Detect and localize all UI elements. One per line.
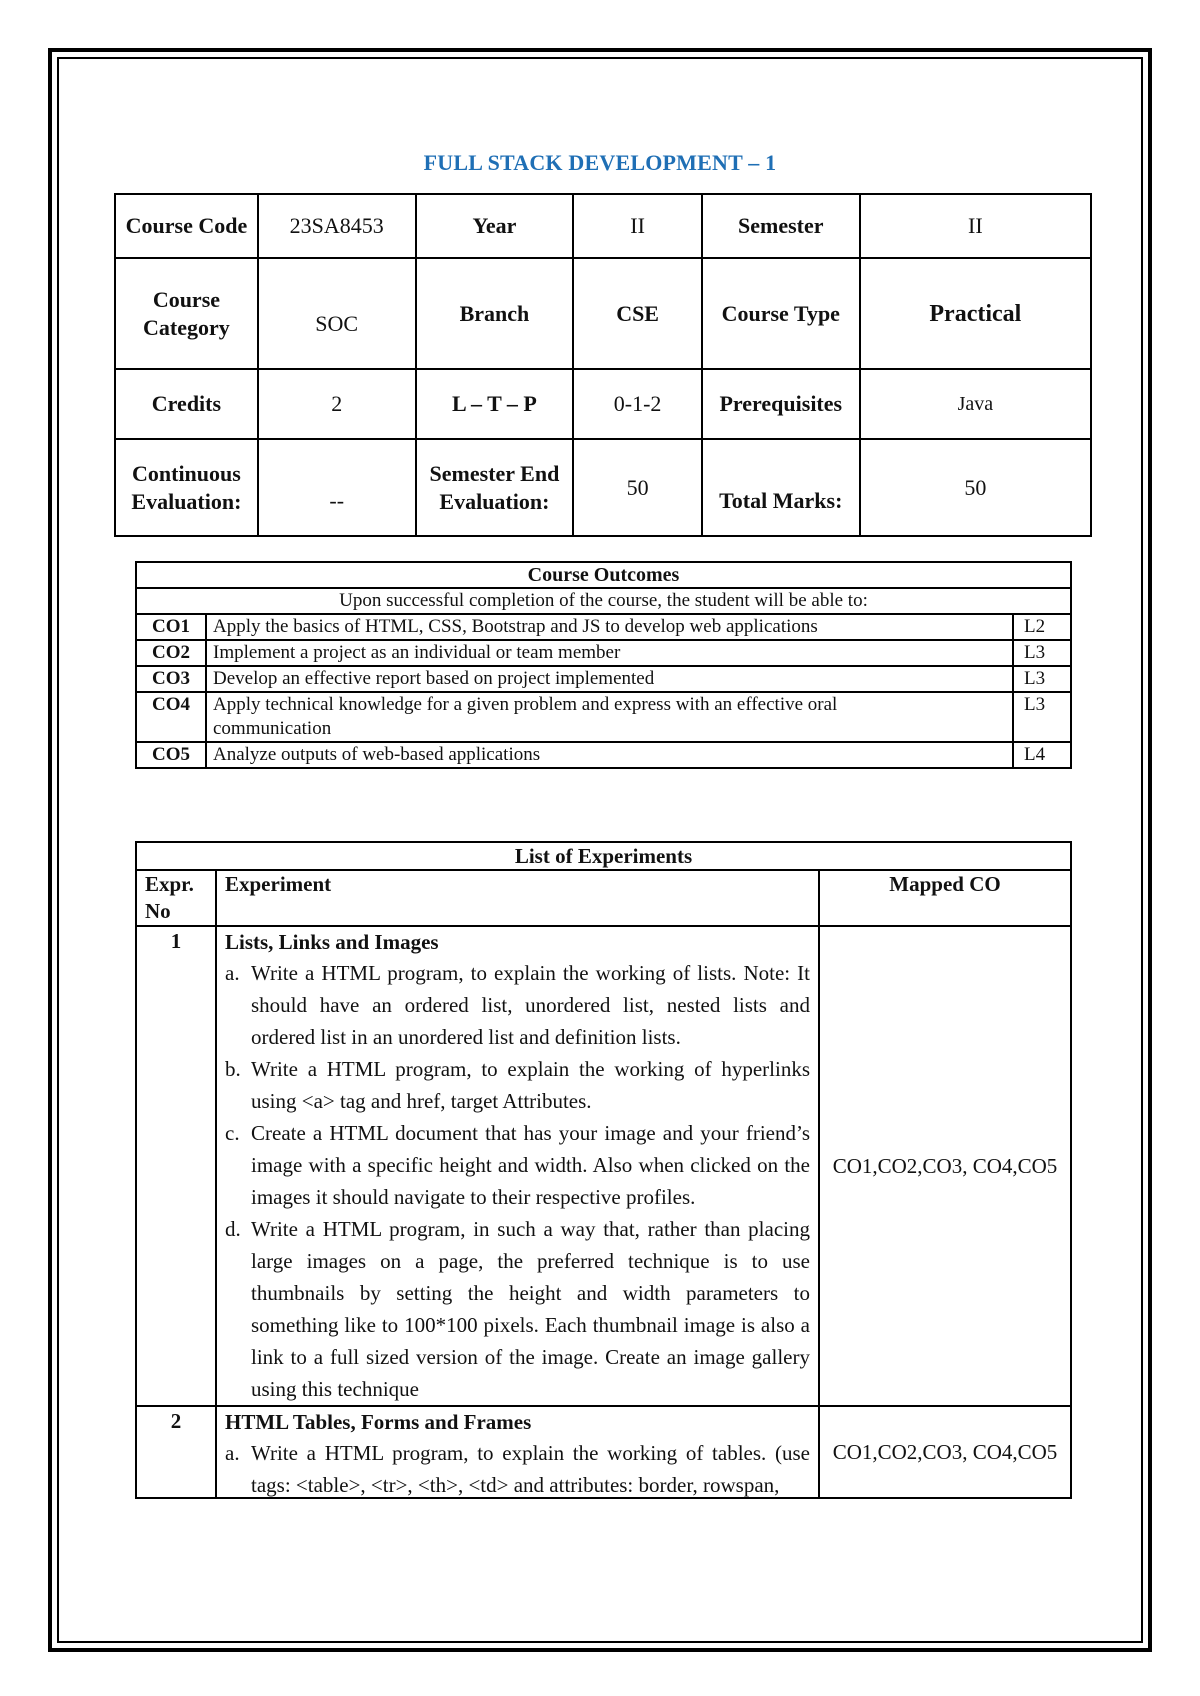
table-row (136, 1406, 1071, 1498)
branch-value: CSE (573, 258, 702, 369)
prerequisites-value: Java (860, 369, 1091, 439)
experiment-item (225, 1437, 810, 1497)
item-text: Write a HTML program, in such a way that, rather than placing large images on a page, the preferred technique is to use thumbnails by setting the height and width parameters to something like to 100*100 pixels. Each thumbnail image is also a link to a full sized version of the image. Create an image gallery using this technique (251, 1217, 810, 1401)
continuous-evaluation-label: Continuous Evaluation: (115, 439, 258, 536)
document-title: FULL STACK DEVELOPMENT – 1 (423, 150, 777, 175)
outcome-text: Implement a project as an individual or team member (206, 640, 1013, 666)
experiment-cell (216, 926, 819, 1406)
table-row (115, 258, 1091, 369)
mapped-co: CO1,CO2,CO3, CO4,CO5 (819, 926, 1071, 1406)
table-row (136, 742, 1071, 768)
outcomes-intro: Upon successful completion of the course, the student will be able to: (136, 588, 1071, 614)
table-row (136, 666, 1071, 692)
outcome-level: L3 (1013, 666, 1071, 692)
outcome-code: CO2 (136, 640, 206, 666)
item-label: b. (225, 1057, 241, 1081)
mapped-co: CO1,CO2,CO3, CO4,CO5 (819, 1406, 1071, 1498)
table-row (136, 842, 1071, 870)
experiment-title: Lists, Links and Images (225, 930, 439, 954)
ltp-label: L – T – P (416, 369, 574, 439)
experiment-item (225, 1213, 810, 1405)
outcome-code: CO1 (136, 614, 206, 640)
course-code-label: Course Code (115, 194, 258, 258)
item-label: a. (225, 1441, 240, 1465)
experiment-item (225, 957, 810, 1053)
continuous-evaluation-value: -- (258, 439, 416, 536)
outcome-code: CO4 (136, 692, 206, 742)
outcomes-heading: Course Outcomes (136, 562, 1071, 588)
course-type-value: Practical (860, 258, 1091, 369)
outcome-level: L2 (1013, 614, 1071, 640)
table-row (136, 562, 1071, 588)
outcome-text: Develop an effective report based on project implemented (206, 666, 1013, 692)
outcome-text: Analyze outputs of web-based applications (206, 742, 1013, 768)
ltp-value: 0-1-2 (573, 369, 702, 439)
item-label: a. (225, 961, 240, 985)
table-row (136, 588, 1071, 614)
credits-value: 2 (258, 369, 416, 439)
semester-end-evaluation-label: Semester End Evaluation: (416, 439, 574, 536)
outcome-level: L3 (1013, 640, 1071, 666)
column-header-experiment: Experiment (216, 870, 819, 926)
outcome-level: L3 (1013, 692, 1071, 742)
outcome-level: L4 (1013, 742, 1071, 768)
course-category-value: SOC (258, 258, 416, 369)
experiments-table (135, 841, 1072, 1499)
course-code-value: 23SA8453 (258, 194, 416, 258)
credits-label: Credits (115, 369, 258, 439)
semester-label: Semester (702, 194, 860, 258)
table-row (115, 369, 1091, 439)
outcome-code: CO5 (136, 742, 206, 768)
table-row (115, 439, 1091, 536)
prerequisites-label: Prerequisites (702, 369, 860, 439)
table-row (136, 692, 1071, 742)
item-text: Write a HTML program, to explain the working of hyperlinks using <a> tag and href, target Attributes. (251, 1057, 810, 1113)
experiment-cell (216, 1406, 819, 1498)
experiment-number: 1 (136, 926, 216, 1406)
year-value: II (573, 194, 702, 258)
outcome-text: Apply technical knowledge for a given problem and express with an effective oral communication (206, 692, 1013, 742)
year-label: Year (416, 194, 574, 258)
table-row (136, 614, 1071, 640)
semester-value: II (860, 194, 1091, 258)
outcome-text: Apply the basics of HTML, CSS, Bootstrap and JS to develop web applications (206, 614, 1013, 640)
experiment-title: HTML Tables, Forms and Frames (225, 1410, 532, 1434)
item-text: Create a HTML document that has your image and your friend’s image with a specific height and width. Also when clicked on the images it should navigate to their respective profiles. (251, 1121, 810, 1209)
table-row (115, 194, 1091, 258)
item-text: Write a HTML program, to explain the working of tables. (use tags: <table>, <tr>, <th>, <td> and attributes: border, rowspan, (251, 1441, 810, 1497)
experiment-item (225, 1117, 810, 1213)
item-text: Write a HTML program, to explain the working of lists. Note: It should have an ordered list, unordered list, nested lists and ordered list in an unordered list and definition lists. (251, 961, 810, 1049)
course-type-label: Course Type (702, 258, 860, 369)
experiment-number: 2 (136, 1406, 216, 1498)
total-marks-label: Total Marks: (702, 439, 860, 536)
item-label: c. (225, 1121, 240, 1145)
item-label: d. (225, 1217, 241, 1241)
experiment-item (225, 1053, 810, 1117)
experiments-heading: List of Experiments (136, 842, 1071, 870)
column-header-no: Expr. No (136, 870, 216, 926)
course-outcomes-table (135, 561, 1072, 769)
course-category-label: Course Category (115, 258, 258, 369)
table-row (136, 870, 1071, 926)
table-row (136, 926, 1071, 1406)
column-header-mapped-co: Mapped CO (819, 870, 1071, 926)
outcome-code: CO3 (136, 666, 206, 692)
course-info-table (114, 193, 1092, 537)
table-row (136, 640, 1071, 666)
total-marks-value: 50 (860, 439, 1091, 536)
branch-label: Branch (416, 258, 574, 369)
semester-end-evaluation-value: 50 (573, 439, 702, 536)
